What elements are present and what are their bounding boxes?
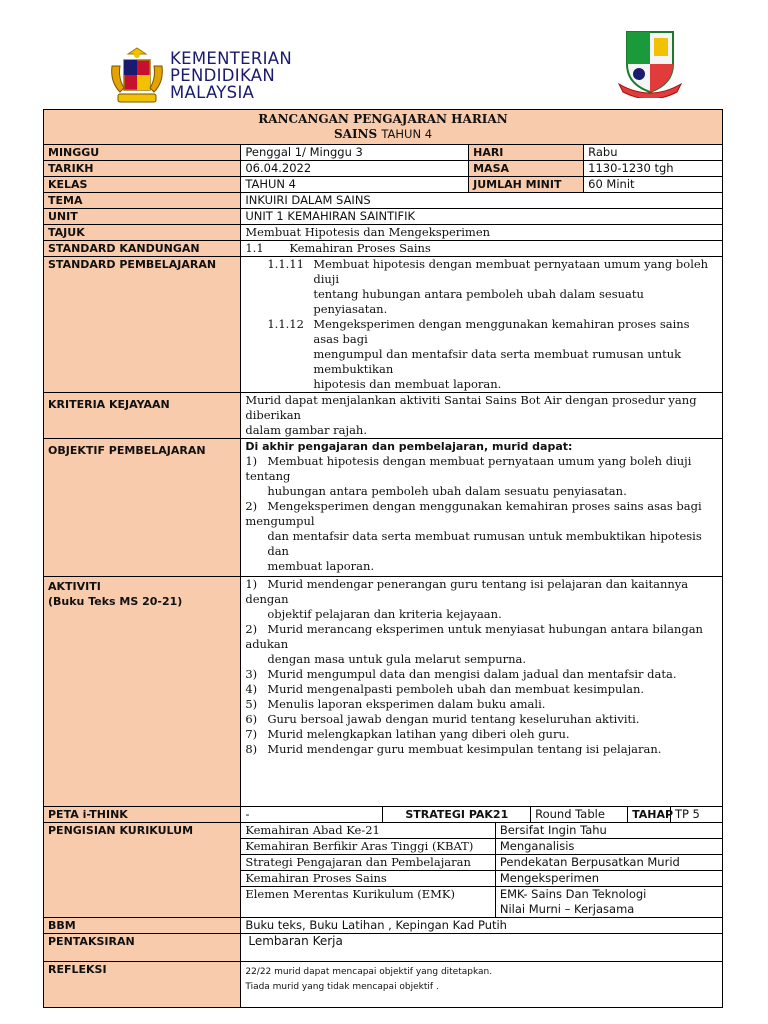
sp-item-continuation: hipotesis dan membuat laporan. (313, 377, 502, 391)
aktiviti-item (245, 697, 718, 712)
row-bbm (44, 918, 723, 934)
pk-row (241, 839, 722, 855)
kk-label: KRITERIA KEJAYAAN (44, 393, 241, 439)
sp-cell (241, 257, 723, 393)
aktiviti-number: 5) (245, 697, 258, 711)
pk-value: Menganalisis (495, 839, 722, 855)
op-label: OBJEKTIF PEMBELAJARAN (44, 439, 241, 577)
pentaksiran-label: PENTAKSIRAN (44, 934, 241, 962)
ministry-line-3: MALAYSIA (170, 83, 255, 102)
pk-value-line-2: Nilai Murni – Kerjasama (499, 902, 635, 916)
op-item (245, 499, 718, 529)
strategi-label: STRATEGI PAK21 (383, 807, 531, 823)
op-item-text: Mengeksperimen dengan menggunakan kemahiran proses sains asas bagi mengumpul (245, 499, 702, 528)
document-header (0, 0, 768, 108)
aktiviti-cell (241, 577, 723, 807)
pk-inner-table (241, 823, 722, 917)
aktiviti-text: Murid mengenalpasti pemboleh ubah dan membuat kesimpulan. (267, 682, 645, 696)
aktiviti-item (245, 727, 718, 742)
pk-value: Mengeksperimen (495, 871, 722, 887)
refleksi-cell (241, 962, 723, 1008)
bbm-label: BBM (44, 918, 241, 934)
aktiviti-item (245, 682, 718, 697)
malaysia-crest-icon (106, 46, 168, 108)
pk-row (241, 871, 722, 887)
tema-label: TEMA (44, 193, 241, 209)
masa-label: MASA (469, 161, 584, 177)
pk-item: Kemahiran Abad Ke-21 (241, 823, 495, 839)
pk-row (241, 855, 722, 871)
aktiviti-text: Murid mengumpul data dan mengisi dalam jadual dan mentafsir data. (267, 667, 677, 681)
tema-value: INKUIRI DALAM SAINS (241, 193, 723, 209)
sp-label: STANDARD PEMBELAJARAN (44, 257, 241, 393)
row-unit (44, 209, 723, 225)
sp-item-code: 1.1.11 (267, 257, 304, 271)
aktiviti-text: Menulis laporan eksperimen dalam buku amali. (267, 697, 546, 711)
sk-code: 1.1 (245, 241, 264, 255)
refleksi-line-2: Tiada murid yang tidak mencapai objektif . (245, 982, 439, 992)
sk-value: Kemahiran Proses Sains (289, 241, 431, 255)
op-intro: Di akhir pengajaran dan pembelajaran, murid dapat: (245, 440, 573, 453)
aktiviti-text: Murid mendengar guru membuat kesimpulan tentang isi pelajaran. (267, 742, 662, 756)
row-pengisian-kurikulum (44, 823, 723, 918)
aktiviti-item (245, 742, 718, 757)
sp-item (245, 317, 718, 347)
refleksi-label: REFLEKSI (44, 962, 241, 1008)
aktiviti-number: 2) (245, 622, 258, 636)
aktiviti-item (245, 577, 718, 607)
op-item-text: Membuat hipotesis dengan membuat pernyataan umum yang boleh diuji tentang (245, 454, 692, 483)
sp-item-continuation: mengumpul dan mentafsir data serta membuat rumusan untuk membuktikan (313, 347, 682, 376)
school-logo-icon (617, 26, 683, 98)
pentaksiran-value: Lembaran Kerja (241, 934, 723, 962)
pk-item: Strategi Pengajaran dan Pembelajaran (241, 855, 495, 871)
aktiviti-number: 3) (245, 667, 258, 681)
peta-value: - (241, 807, 383, 823)
kk-line-1: Murid dapat menjalankan aktiviti Santai Sains Bot Air dengan prosedur yang diberikan (245, 393, 697, 422)
sp-item (245, 257, 718, 287)
plan-title (44, 110, 723, 145)
pk-item: Kemahiran Berfikir Aras Tinggi (KBAT) (241, 839, 495, 855)
kk-line-2: dalam gambar rajah. (245, 423, 367, 437)
pk-value: Pendekatan Berpusatkan Murid (495, 855, 722, 871)
aktiviti-number: 6) (245, 712, 258, 726)
aktiviti-number: 1) (245, 577, 258, 591)
refleksi-line-1: 22/22 murid dapat mencapai objektif yang ditetapkan. (245, 967, 493, 977)
sp-item-text: Mengeksperimen dengan menggunakan kemahiran proses sains asas bagi (313, 317, 690, 346)
aktiviti-label: AKTIVITI (48, 580, 101, 593)
tajuk-value: Membuat Hipotesis dan Mengeksperimen (241, 225, 723, 241)
row-refleksi (44, 962, 723, 1008)
row-peta-ithink (44, 807, 723, 823)
row-aktiviti (44, 577, 723, 807)
hari-value: Rabu (584, 145, 723, 161)
aktiviti-continuation: objektif pelajaran dan kriteria kejayaan. (267, 607, 502, 621)
ministry-line-1: KEMENTERIAN (170, 49, 293, 68)
pk-cell (241, 823, 723, 918)
pk-label: PENGISIAN KURIKULUM (44, 823, 241, 918)
aktiviti-text: Guru bersoal jawab dengan murid tentang keseluruhan aktiviti. (267, 712, 640, 726)
op-item-number: 1) (245, 454, 258, 468)
aktiviti-number: 8) (245, 742, 258, 756)
ministry-name (170, 50, 292, 101)
unit-label: UNIT (44, 209, 241, 225)
title-subject: SAINS (333, 127, 378, 141)
tahap-value: TP 5 (670, 807, 722, 823)
kk-cell (241, 393, 723, 439)
aktiviti-label-cell (44, 577, 241, 807)
pk-row (241, 823, 722, 839)
sp-item-code: 1.1.12 (267, 317, 304, 331)
tarikh-value: 06.04.2022 (241, 161, 469, 177)
row-minggu (44, 145, 723, 161)
tahap-label: TAHAP (628, 807, 671, 823)
bbm-value: Buku teks, Buku Latihan , Kepingan Kad Putih (241, 918, 723, 934)
sk-cell (241, 241, 723, 257)
jumlah-minit-value: 60 Minit (584, 177, 723, 193)
aktiviti-reference: (Buku Teks MS 20-21) (48, 595, 183, 608)
aktiviti-text: Murid mendengar penerangan guru tentang isi pelajaran dan kaitannya dengan (245, 577, 689, 606)
kelas-label: KELAS (44, 177, 241, 193)
row-kelas (44, 177, 723, 193)
aktiviti-continuation: dengan masa untuk gula melarut sempurna. (267, 652, 527, 666)
row-pentaksiran (44, 934, 723, 962)
title-line-2 (44, 127, 722, 142)
pk-item: Elemen Merentas Kurikulum (EMK) (241, 887, 495, 918)
op-item (245, 454, 718, 484)
hari-label: HARI (469, 145, 584, 161)
masa-value: 1130-1230 tgh (584, 161, 723, 177)
aktiviti-item (245, 622, 718, 652)
tajuk-label: TAJUK (44, 225, 241, 241)
kelas-value: TAHUN 4 (241, 177, 469, 193)
lesson-plan-table (43, 109, 723, 1008)
row-tajuk (44, 225, 723, 241)
op-cell (241, 439, 723, 577)
op-item-continuation: membuat laporan. (267, 559, 375, 573)
aktiviti-text: Murid melengkapkan latihan yang diberi oleh guru. (267, 727, 570, 741)
op-item-continuation: dan mentafsir data serta membuat rumusan untuk membuktikan hipotesis dan (267, 529, 702, 558)
op-item-number: 2) (245, 499, 258, 513)
aktiviti-number: 4) (245, 682, 258, 696)
title-row (44, 110, 723, 145)
tarikh-label: TARIKH (44, 161, 241, 177)
aktiviti-item (245, 712, 718, 727)
title-year: TAHUN 4 (381, 127, 433, 141)
sk-label: STANDARD KANDUNGAN (44, 241, 241, 257)
peta-label: PETA i-THINK (44, 807, 241, 823)
aktiviti-text: Murid merancang eksperimen untuk menyiasat hubungan antara bilangan adukan (245, 622, 703, 651)
pk-value-line-1: EMK- Sains Dan Teknologi (499, 887, 647, 901)
sp-item-text: Membuat hipotesis dengan membuat pernyataan umum yang boleh diuji (313, 257, 709, 286)
row-kriteria-kejayaan (44, 393, 723, 439)
jumlah-minit-label: JUMLAH MINIT (469, 177, 584, 193)
unit-value: UNIT 1 KEMAHIRAN SAINTIFIK (241, 209, 723, 225)
row-standard-pembelajaran (44, 257, 723, 393)
pk-row (241, 887, 722, 918)
pk-value: Bersifat Ingin Tahu (495, 823, 722, 839)
aktiviti-number: 7) (245, 727, 258, 741)
ministry-line-2: PENDIDIKAN (170, 66, 276, 85)
row-tema (44, 193, 723, 209)
aktiviti-item (245, 667, 718, 682)
row-objektif (44, 439, 723, 577)
minggu-value: Penggal 1/ Minggu 3 (241, 145, 469, 161)
row-standard-kandungan (44, 241, 723, 257)
title-line-1: RANCANGAN PENGAJARAN HARIAN (258, 112, 508, 126)
strategi-value: Round Table (531, 807, 628, 823)
pk-value (495, 887, 722, 918)
row-tarikh (44, 161, 723, 177)
sp-item-continuation: tentang hubungan antara pemboleh ubah dalam sesuatu penyiasatan. (313, 287, 644, 316)
op-item-continuation: hubungan antara pemboleh ubah dalam sesuatu penyiasatan. (267, 484, 627, 498)
minggu-label: MINGGU (44, 145, 241, 161)
pk-item: Kemahiran Proses Sains (241, 871, 495, 887)
